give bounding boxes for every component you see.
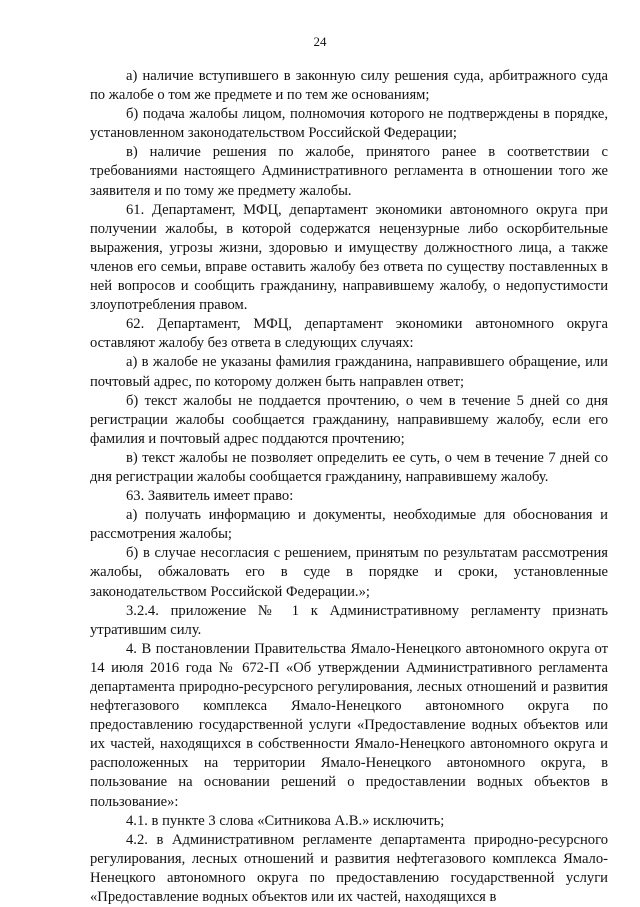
paragraph-3-b: б) подача жалобы лицом, полномочия которого не подтверждены в порядке, установленном законодательством Российской Федерации; [90,106,608,142]
paragraph-63: 63. Заявитель имеет право: [126,488,294,505]
paragraph-4-2: 4.2. в Административном регламенте департамента природно-ресурсного регулирования, лесных отношений и развития нефтегазового комплекса Ямало-Ненецкого автономного округа по предоставлению государственной услуги «Предоставление водных объектов или их частей, находящихся в [90,831,608,906]
paragraph-4: 4. В постановлении Правительства Ямало-Ненецкого автономного округа от 14 июля 2016 года № 672-П «Об утверждении Административного регламента департамента природно-ресурсного регулирования, лесных отношений и развития нефтегазового комплекса Ямало-Ненецкого автономного округа по предоставлению государственной услуги «Предоставление водных объектов или их частей, находящихся в собственности Ямало-Ненецкого автономного округа и расположенных на территории Ямало-Ненецкого автономного округа, в пользование на основании решений о предоставлении водных объектов в пользование»: [90,640,608,810]
page-number: 24 [313,34,327,49]
paragraph-3-2-4: 3.2.4. приложение № 1 к Административному регламенту признать утратившим силу. [90,602,608,638]
paragraph-63-b: б) в случае несогласия с решением, принятым по результатам рассмотрения жалобы, обжаловать его в суде в порядке и сроки, установленные законодательством Российской Федерации.»; [90,545,608,600]
paragraph-3-c: в) наличие решения по жалобе, принятого ранее в соответствии с требованиями настоящего Административного регламента в отношении того же заявителя и по тому же предмету жалобы. [90,144,608,199]
paragraph-62-c: в) текст жалобы не позволяет определить ее суть, о чем в течение 7 дней со дня регистрации жалобы сообщается гражданину, направившему жалобу. [90,449,608,485]
paragraph-3-a: а) наличие вступившего в законную силу решения суда, арбитражного суда по жалобе о том же предмете и по тем же основаниям; [90,68,608,104]
paragraph-62-a: а) в жалобе не указаны фамилия гражданина, направившего обращение, или почтовый адрес, по которому должен быть направлен ответ; [90,354,608,390]
paragraph-63-a: а) получать информацию и документы, необходимые для обоснования и рассмотрения жалобы; [90,507,608,543]
paragraph-61: 61. Департамент, МФЦ, департамент экономики автономного округа при получении жалобы, в которой содержатся нецензурные либо оскорбительные выражения, угрозы жизни, здоровью и имуществу должностного лица, а также членов его семьи, вправе оставить жалобу без ответа по существу поставленных в ней вопросов и сообщить гражданину, направившему жалобу, о недопустимости злоупотребления правом. [90,201,608,314]
document-body [90,67,608,907]
paragraph-4-1: 4.1. в пункте 3 слова «Ситникова А.В.» исключить; [126,812,445,829]
paragraph-62: 62. Департамент, МФЦ, департамент экономики автономного округа оставляют жалобу без ответа в следующих случаях: [90,316,608,352]
paragraph-62-b: б) текст жалобы не поддается прочтению, о чем в течение 5 дней со дня регистрации жалобы сообщается гражданину, направившему жалобу, если его фамилия и почтовый адрес поддаются прочтению; [90,392,608,447]
